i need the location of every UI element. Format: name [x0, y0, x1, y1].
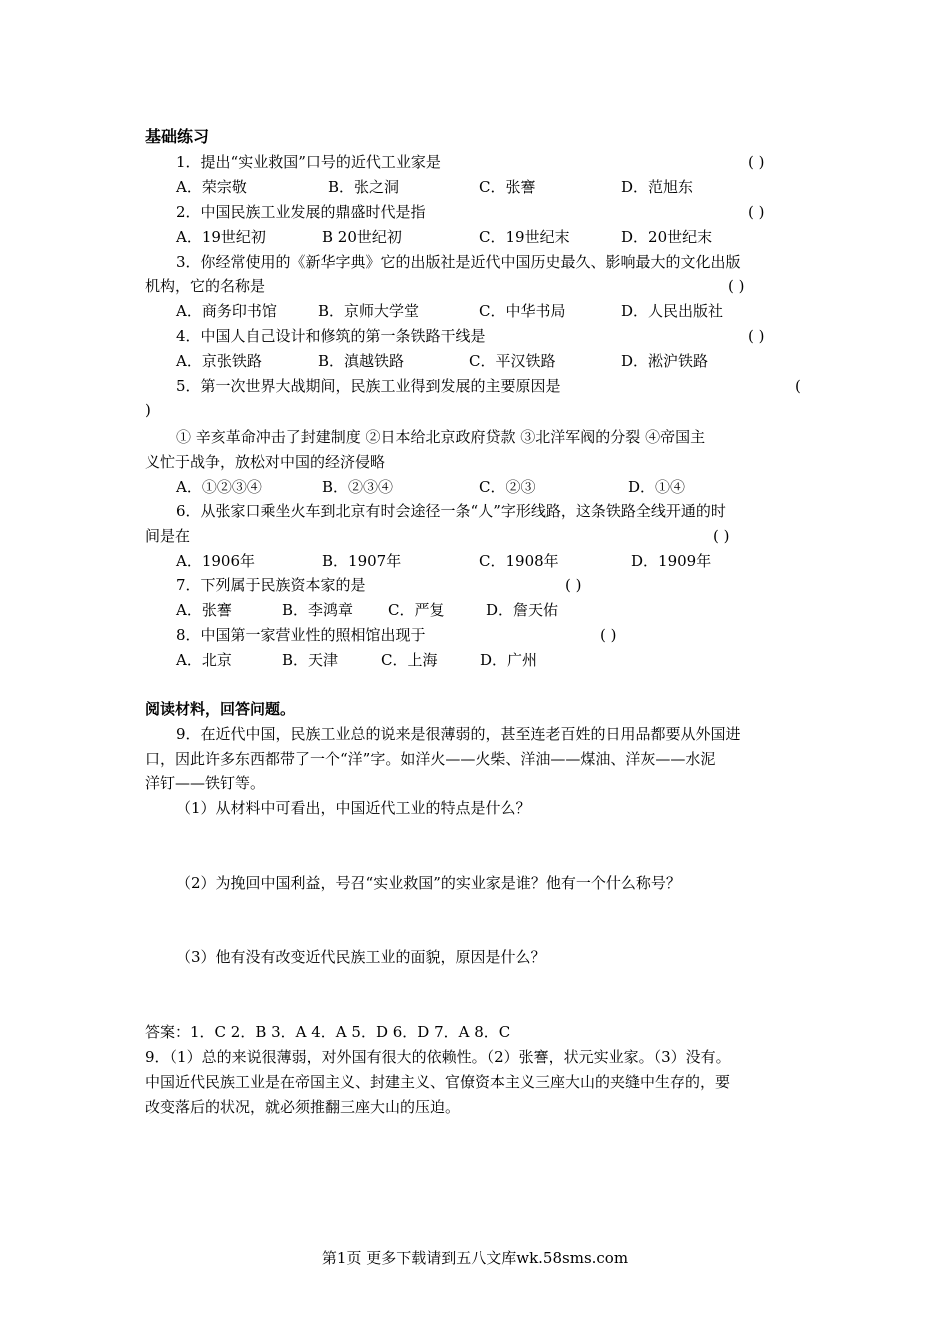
q2-answer-paren: ( ) [748, 203, 765, 221]
section-title-reading: 阅读材料，回答问题。 [145, 700, 296, 718]
q2-option-c: C．19世纪末 [479, 228, 570, 246]
q3-stem-line1: 3．你经常使用的《新华字典》它的出版社是近代中国历史最久、影响最大的文化出版 [176, 253, 741, 271]
q3-option-c: C．中华书局 [479, 302, 566, 320]
q5-stem: 5．第一次世界大战期间，民族工业得到发展的主要原因是 [176, 377, 561, 395]
q1-answer-paren: ( ) [748, 153, 765, 171]
q8-answer-paren: ( ) [600, 626, 617, 644]
page-footer: 第1页 更多下载请到五八文库wk.58sms.com [321, 1249, 629, 1267]
q6-option-c: C．1908年 [479, 552, 559, 570]
answers-line3: 中国近代民族工业是在帝国主义、封建主义、官僚资本主义三座大山的夹缝中生存的，要 [145, 1073, 731, 1091]
q4-stem: 4．中国人自己设计和修筑的第一条铁路干线是 [176, 327, 486, 345]
q5-option-c: C．②③ [479, 478, 536, 496]
q5-option-d: D．①④ [628, 478, 686, 496]
q2-option-b: B 20世纪初 [322, 228, 402, 246]
q8-option-b: B．天津 [282, 651, 339, 669]
q4-option-d: D．淞沪铁路 [621, 352, 709, 370]
q1-stem: 1．提出“实业救国”口号的近代工业家是 [176, 153, 441, 171]
q4-option-b: B．滇越铁路 [318, 352, 405, 370]
q5-items-line2: 义忙于战争，放松对中国的经济侵略 [145, 453, 386, 471]
q3-option-b: B．京师大学堂 [318, 302, 420, 320]
q4-answer-paren: ( ) [748, 327, 765, 345]
q8-option-a: A．北京 [176, 651, 232, 669]
section-title-basic: 基础练习 [145, 127, 210, 146]
q3-option-a: A．商务印书馆 [176, 302, 277, 320]
q6-stem-line2: 间是在 [145, 527, 191, 545]
q7-option-a: A．张謇 [176, 601, 232, 619]
q2-option-a: A．19世纪初 [176, 228, 266, 246]
sub-question-3: （3）他有没有改变近代民族工业的面貌，原因是什么？ [176, 948, 546, 966]
q5-items-line1: ① 辛亥革命冲击了封建制度 ②日本给北京政府贷款 ③北洋军阀的分裂 ④帝国主 [176, 428, 706, 446]
material-paragraph-line2: 口，因此许多东西都带了一个“洋”字。如洋火——火柴、洋油——煤油、洋灰——水泥 [145, 750, 716, 768]
q1-option-a: A．荣宗敬 [176, 178, 247, 196]
material-paragraph-line3: 洋钉——铁钉等。 [145, 774, 266, 792]
q3-answer-paren: ( ) [728, 277, 745, 295]
q7-option-b: B．李鸿章 [282, 601, 354, 619]
q5-paren-close: ) [145, 401, 151, 419]
q6-option-b: B．1907年 [322, 552, 402, 570]
q1-option-d: D．范旭东 [621, 178, 694, 196]
q8-option-c: C．上海 [381, 651, 438, 669]
q5-paren-open: ( [795, 377, 801, 395]
q2-option-d: D．20世纪末 [621, 228, 713, 246]
q5-option-a: A．①②③④ [176, 478, 262, 496]
q2-stem: 2．中国民族工业发展的鼎盛时代是指 [176, 203, 426, 221]
sub-question-1: （1）从材料中可看出，中国近代工业的特点是什么？ [176, 799, 531, 817]
q3-option-d: D．人民出版社 [621, 302, 724, 320]
answers-line4: 改变落后的状况，就必须推翻三座大山的压迫。 [145, 1098, 461, 1116]
q3-stem-line2: 机构，它的名称是 [145, 277, 266, 295]
q7-option-c: C．严复 [388, 601, 445, 619]
q6-stem-line1: 6．从张家口乘坐火车到北京有时会途径一条“人”字形线路，这条铁路全线开通的时 [176, 502, 726, 520]
q7-answer-paren: ( ) [565, 576, 582, 594]
q7-option-d: D．詹天佑 [486, 601, 559, 619]
material-paragraph-line1: 9．在近代中国，民族工业总的说来是很薄弱的，甚至连老百姓的日用品都要从外国进 [176, 725, 741, 743]
q6-option-a: A．1906年 [176, 552, 256, 570]
q1-option-c: C．张謇 [479, 178, 536, 196]
answers-line1: 答案：1．C 2．B 3．A 4．A 5．D 6．D 7．A 8．C [145, 1023, 511, 1041]
q6-answer-paren: ( ) [713, 527, 730, 545]
q4-option-a: A．京张铁路 [176, 352, 262, 370]
q8-stem: 8．中国第一家营业性的照相馆出现于 [176, 626, 426, 644]
q4-option-c: C．平汉铁路 [469, 352, 556, 370]
q8-option-d: D．广州 [480, 651, 538, 669]
q6-option-d: D．1909年 [631, 552, 712, 570]
q1-option-b: B．张之洞 [328, 178, 400, 196]
q7-stem: 7．下列属于民族资本家的是 [176, 576, 366, 594]
sub-question-2: （2）为挽回中国利益，号召“实业救国”的实业家是谁？他有一个什么称号？ [176, 874, 681, 892]
answers-line2: 9．（1）总的来说很薄弱，对外国有很大的依赖性。（2）张謇，状元实业家。（3）没有。 [145, 1048, 731, 1066]
q5-option-b: B．②③④ [322, 478, 394, 496]
